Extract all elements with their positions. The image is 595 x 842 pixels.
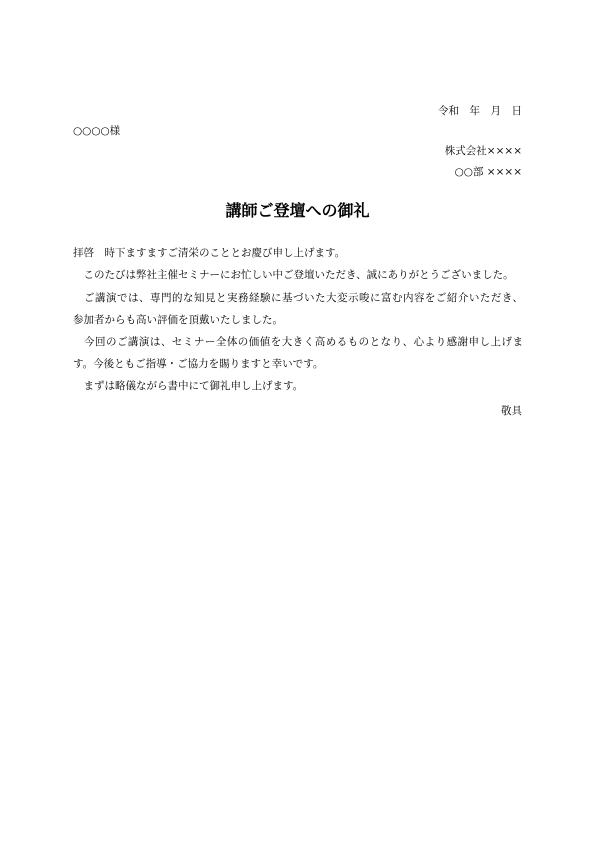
body-line-closing-remark: まずは略儀ながら書中にて御礼申し上げます。 (73, 380, 304, 392)
letter-date: 令和 年 月 日 (438, 105, 522, 117)
body-line-salutation: 拝啓 時下ますますご清栄のこととお慶び申し上げます。 (73, 247, 346, 259)
body-line-appreciation-2: す。今後ともご指導・ご協力を賜りますと幸いです。 (73, 358, 324, 370)
closing-word: 敬具 (501, 405, 522, 417)
letter-title: 講師ご登壇への御礼 (225, 201, 370, 220)
body-line-appreciation-1: 今回のご講演は、セミナー全体の価値を大きく高めるものとなり、心より感謝申し上げま (73, 336, 523, 348)
sender-department: ○○部 ×××× (454, 166, 522, 178)
recipient-name: ○○○○様 (73, 125, 121, 137)
body-line-thanks: このたびは弊社主催セミナーにお忙しい中ご登壇いただき、誠にありがとうございました。 (73, 269, 514, 281)
body-line-lecture-1: ご講演では、専門的な知見と実務経験に基づいた大変示唆に富む内容をご紹介いただき、 (73, 292, 523, 304)
body-line-lecture-2: 参加者からも高い評価を頂戴いたしました。 (73, 314, 283, 326)
sender-company: 株式会社×××× (444, 145, 522, 157)
